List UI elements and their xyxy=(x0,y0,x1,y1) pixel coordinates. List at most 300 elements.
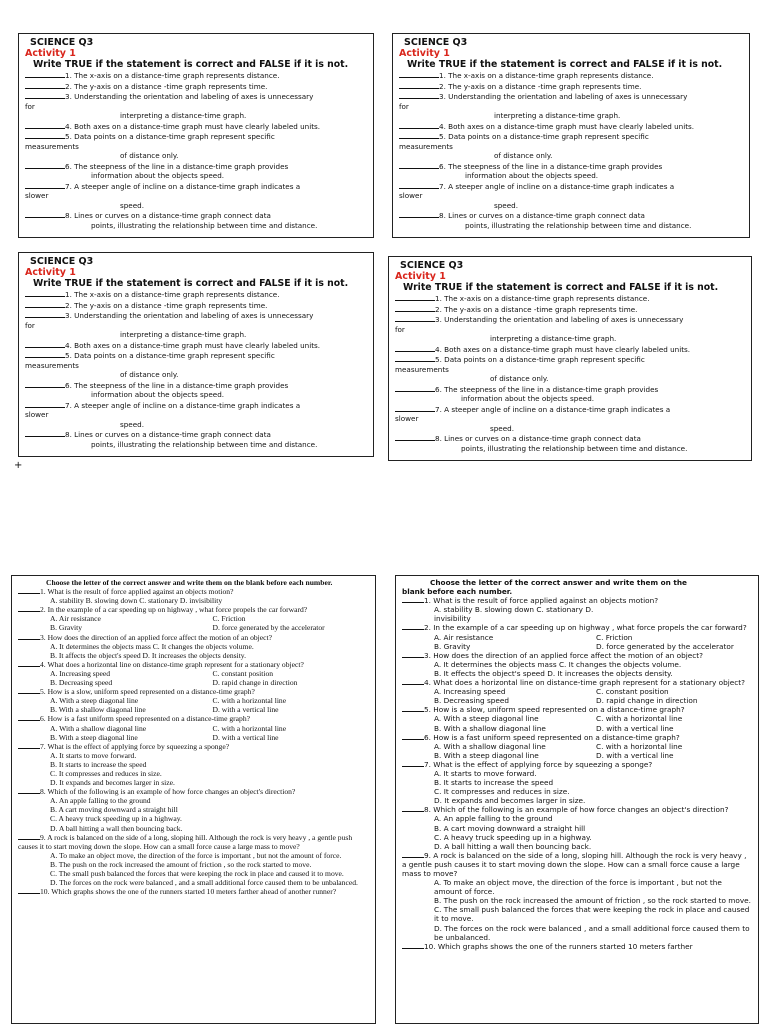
answer-option: A. Air resistance xyxy=(50,614,101,624)
question-text: 10. Which graphs shows the one of the runners started 10 meters farther xyxy=(424,941,693,951)
statement-number: 5. xyxy=(65,351,72,360)
question-text: 1. What is the result of force applied against an objects motion? xyxy=(40,587,234,597)
answer-blank[interactable] xyxy=(25,121,65,129)
question-text: 4. What does a horizontal line on distance-time graph represent for a stationary object? xyxy=(424,678,746,688)
answer-blank[interactable] xyxy=(25,429,65,437)
answer-blank[interactable] xyxy=(402,851,424,858)
answer-options xyxy=(402,660,752,678)
answer-option: D. The forces on the rock were balanced , and a small additional force caused them to be unbalanced. xyxy=(50,878,358,888)
answer-blank[interactable] xyxy=(399,81,439,89)
answer-blank[interactable] xyxy=(402,733,424,740)
statement-item xyxy=(25,310,367,321)
statement-continuation: interpreting a distance-time graph. xyxy=(494,111,621,120)
answer-blank[interactable] xyxy=(18,787,40,794)
statement-number: 5. xyxy=(65,132,72,141)
statement-text: Data points on a distance-time graph represent specific xyxy=(74,132,275,141)
answer-blank[interactable] xyxy=(25,300,65,308)
answer-option: B. Decreasing speed xyxy=(434,696,510,706)
question-item xyxy=(402,760,752,805)
answer-option: A. It determines the objects mass C. It changes the objects volume. xyxy=(434,659,682,669)
answer-blank[interactable] xyxy=(402,805,424,812)
activity-label: Activity 1 xyxy=(399,48,450,59)
answer-option: A. Increasing speed xyxy=(50,668,111,678)
statement-number: 6. xyxy=(65,161,72,171)
question-item xyxy=(402,942,752,951)
statement-item xyxy=(399,210,743,221)
answer-option: B. A cart moving downward a straight hill xyxy=(50,805,178,815)
statement-continuation: of distance only. xyxy=(490,374,549,383)
answer-blank[interactable] xyxy=(395,404,435,412)
statement-continuation: points, illustrating the relationship between time and distance. xyxy=(91,220,318,230)
answer-blank[interactable] xyxy=(402,942,424,949)
answer-option: C. Friction xyxy=(212,614,246,624)
statement-continuation: of distance only. xyxy=(494,151,553,160)
statement-text: Understanding the orientation and labeling of axes is unnecessary xyxy=(448,92,688,101)
question-text: 6. How is a fast uniform speed represented on a distance-time graph? xyxy=(40,714,251,724)
answer-options xyxy=(18,642,369,660)
answer-blank[interactable] xyxy=(25,350,65,358)
activity-label: Activity 1 xyxy=(25,48,76,59)
answer-options xyxy=(18,751,369,787)
question-text: 2. In the example of a car speeding up on highway , what force propels the car forward? xyxy=(424,623,747,633)
answer-blank[interactable] xyxy=(395,293,435,301)
statement-number: 1. xyxy=(435,294,442,303)
statement-number: 6. xyxy=(439,161,446,171)
statement-number: 1. xyxy=(65,290,72,299)
statement-continuation: speed. xyxy=(120,200,144,210)
statement-text: The steepness of the line in a distance-time graph provides xyxy=(444,384,659,394)
question-item xyxy=(18,742,369,787)
answer-option: A. With a steep diagonal line xyxy=(434,714,539,724)
statement-wrap: for xyxy=(25,320,35,330)
statement-wrap: measurements xyxy=(25,360,79,370)
worksheet-instruction: Write TRUE if the statement is correct and FALSE if it is not. xyxy=(407,59,723,70)
answer-option: D. with a vertical line xyxy=(212,732,279,742)
answer-option: B. With a steep diagonal line xyxy=(434,750,539,760)
statement-text: The x-axis on a distance-time graph represents distance. xyxy=(444,294,650,303)
answer-option: B. It affects the object's speed D. It increases the objects density. xyxy=(50,650,247,660)
statement-item xyxy=(395,344,745,355)
answer-options xyxy=(18,851,369,887)
answer-option: D. with a vertical line xyxy=(596,723,674,733)
answer-blank[interactable] xyxy=(18,605,40,612)
answer-option: C. with a horizontal line xyxy=(596,714,683,724)
statement-number: 3. xyxy=(65,311,72,320)
question-text: 9. A rock is balanced on the side of a long, sloping hill. Although the rock is very heavy , a gentle push causes it to start moving down the slope. How can a small force cause a large mass to move? xyxy=(18,832,353,851)
statement-wrap: measurements xyxy=(399,141,453,151)
answer-options xyxy=(402,878,752,942)
answer-option: A. stability B. slowing down C. stationary D. invisibility xyxy=(50,596,223,606)
answer-option: D. with a vertical line xyxy=(596,750,674,760)
statement-item xyxy=(25,210,367,221)
answer-option: C. with a horizontal line xyxy=(596,741,683,751)
quiz-title: Choose the letter of the correct answer and write them on the blank before each number. xyxy=(46,578,333,587)
answer-blank[interactable] xyxy=(402,651,424,658)
quiz-page-left xyxy=(11,575,376,1024)
answer-option: D. A ball hitting a wall then bouncing back. xyxy=(434,841,592,851)
answer-option: invisibility xyxy=(434,614,471,624)
statement-item xyxy=(395,314,745,325)
answer-option: D. It expands and becomes larger in size. xyxy=(434,796,586,806)
statement-text: A steeper angle of incline on a distance-time graph indicates a xyxy=(74,400,301,410)
answer-option: A. An apple falling to the ground xyxy=(50,796,151,806)
statement-wrap: measurements xyxy=(25,141,79,151)
statement-number: 7. xyxy=(65,181,72,191)
answer-option: A. To make an object move, the direction of the force is important , but not the amount of force. xyxy=(434,878,722,897)
answer-blank[interactable] xyxy=(25,289,65,297)
statement-text: The x-axis on a distance-time graph represents distance. xyxy=(448,71,654,80)
statement-item xyxy=(25,91,367,102)
statement-text: Both axes on a distance-time graph must have clearly labeled units. xyxy=(444,344,691,354)
question-text: 2. In the example of a car speeding up on highway , what force propels the car forward? xyxy=(40,605,308,615)
statement-continuation: information about the objects speed. xyxy=(91,390,225,399)
answer-blank[interactable] xyxy=(25,161,65,169)
answer-blank[interactable] xyxy=(18,887,40,894)
statement-text: The y-axis on a distance -time graph represents time. xyxy=(444,304,638,314)
answer-blank[interactable] xyxy=(25,310,65,318)
statement-item xyxy=(25,400,367,411)
question-item xyxy=(18,587,369,605)
answer-blank[interactable] xyxy=(18,660,40,667)
question-item xyxy=(402,733,752,760)
answer-options xyxy=(402,814,752,850)
statement-continuation: speed. xyxy=(490,423,514,433)
statement-continuation: speed. xyxy=(120,419,144,429)
statement-number: 5. xyxy=(435,355,442,364)
statement-text: Understanding the orientation and labeling of axes is unnecessary xyxy=(74,92,314,101)
statement-item xyxy=(399,81,743,92)
worksheet-card-4 xyxy=(388,256,752,461)
answer-blank[interactable] xyxy=(18,687,40,694)
question-text: 7. What is the effect of applying force by squeezing a sponge? xyxy=(424,759,653,769)
statement-continuation: points, illustrating the relationship between time and distance. xyxy=(91,439,318,449)
answer-option: C. A heavy truck speeding up in a highway. xyxy=(50,814,182,824)
answer-options xyxy=(402,714,752,732)
statement-number: 6. xyxy=(435,384,442,394)
answer-blank[interactable] xyxy=(25,210,65,218)
answer-option: C. constant position xyxy=(596,687,669,697)
statement-item xyxy=(25,131,367,142)
answer-option: D. with a vertical line xyxy=(212,705,279,715)
statement-item xyxy=(25,81,367,92)
answer-options xyxy=(18,596,369,605)
statement-continuation: interpreting a distance-time graph. xyxy=(120,330,247,339)
answer-option: B. With a shallow diagonal line xyxy=(50,705,146,715)
answer-blank[interactable] xyxy=(18,742,40,749)
statement-text: Understanding the orientation and labeling of axes is unnecessary xyxy=(444,315,684,324)
statement-number: 2. xyxy=(65,300,72,310)
answer-blank[interactable] xyxy=(399,181,439,189)
answer-options xyxy=(18,796,369,832)
answer-option: C. It compresses and reduces in size. xyxy=(50,768,162,778)
answer-blank[interactable] xyxy=(18,714,40,721)
answer-blank[interactable] xyxy=(399,161,439,169)
answer-option: B. Decreasing speed xyxy=(50,678,113,688)
answer-option: C. A heavy truck speeding up in a highway. xyxy=(434,832,592,842)
answer-blank[interactable] xyxy=(18,633,40,640)
statement-number: 2. xyxy=(439,81,446,91)
answer-option: B. It effects the object's speed D. It increases the objects density. xyxy=(434,668,673,678)
statement-item xyxy=(399,121,743,132)
question-item xyxy=(402,851,752,942)
answer-option: A. It determines the objects mass C. It changes the objects volume. xyxy=(50,641,254,651)
statement-item xyxy=(25,340,367,351)
answer-option: C. constant position xyxy=(212,668,274,678)
answer-option: A. Increasing speed xyxy=(434,687,506,697)
answer-blank[interactable] xyxy=(395,314,435,322)
statement-text: Both axes on a distance-time graph must have clearly labeled units. xyxy=(74,340,321,350)
answer-blank[interactable] xyxy=(25,400,65,408)
statement-wrap: slower xyxy=(395,414,419,423)
statement-text: A steeper angle of incline on a distance-time graph indicates a xyxy=(444,404,671,414)
worksheet-header: SCIENCE Q3 xyxy=(400,260,464,271)
statement-item xyxy=(395,404,745,415)
statement-number: 6. xyxy=(65,380,72,390)
answer-options xyxy=(402,605,752,623)
answer-blank[interactable] xyxy=(402,760,424,767)
answer-blank[interactable] xyxy=(25,70,65,78)
answer-option: B. It starts to increase the speed xyxy=(434,778,554,788)
statement-text: A steeper angle of incline on a distance-time graph indicates a xyxy=(448,181,675,191)
answer-option: A. With a steep diagonal line xyxy=(50,696,139,706)
statement-continuation: of distance only. xyxy=(120,370,179,379)
question-item xyxy=(402,596,752,623)
answer-blank[interactable] xyxy=(399,91,439,99)
statement-number: 2. xyxy=(65,81,72,91)
activity-label: Activity 1 xyxy=(25,267,76,278)
question-text: 10. Which graphs shows the one of the runners started 10 meters farther ahead of another runner? xyxy=(40,887,337,897)
answer-option: A. With a shallow diagonal line xyxy=(50,723,147,733)
answer-option: A. Air resistance xyxy=(434,632,494,642)
answer-option: D. rapid change in direction xyxy=(596,696,698,706)
answer-option: A. It starts to move forward. xyxy=(50,750,137,760)
statement-number: 4. xyxy=(435,344,442,354)
answer-options xyxy=(402,742,752,760)
statement-text: Both axes on a distance-time graph must have clearly labeled units. xyxy=(74,121,321,131)
statement-text: Lines or curves on a distance-time graph connect data xyxy=(444,434,641,443)
answer-options xyxy=(18,614,369,632)
answer-option: B. Gravity xyxy=(50,623,83,633)
statement-item xyxy=(399,131,743,142)
statement-continuation: information about the objects speed. xyxy=(465,171,599,180)
statement-text: Data points on a distance-time graph represent specific xyxy=(448,132,649,141)
statement-number: 7. xyxy=(435,404,442,414)
question-text: 1. What is the result of force applied against an objects motion? xyxy=(424,596,659,606)
statement-number: 1. xyxy=(65,71,72,80)
answer-option: D. It expands and becomes larger in size. xyxy=(50,778,175,788)
statement-item xyxy=(395,293,745,304)
statement-continuation: points, illustrating the relationship between time and distance. xyxy=(465,220,692,230)
statement-item xyxy=(25,161,367,172)
statement-continuation: information about the objects speed. xyxy=(461,394,595,403)
question-item xyxy=(18,714,369,741)
worksheet-card-1 xyxy=(18,33,374,238)
statement-number: 4. xyxy=(65,340,72,350)
statement-item xyxy=(25,380,367,391)
answer-blank[interactable] xyxy=(25,181,65,189)
statement-wrap: slower xyxy=(25,410,49,419)
answer-option: C. It compresses and reduces in size. xyxy=(434,787,570,797)
answer-blank[interactable] xyxy=(25,81,65,89)
question-text: 5. How is a slow, uniform speed represented on a distance-time graph? xyxy=(424,705,685,715)
worksheet-card-3 xyxy=(18,252,374,457)
answer-option: C. with a horizontal line xyxy=(212,723,287,733)
answer-blank[interactable] xyxy=(395,344,435,352)
statement-number: 3. xyxy=(439,92,446,101)
question-item xyxy=(402,705,752,732)
statement-item xyxy=(399,161,743,172)
statement-text: Data points on a distance-time graph represent specific xyxy=(74,351,275,360)
worksheet-header: SCIENCE Q3 xyxy=(30,37,94,48)
question-item xyxy=(402,678,752,705)
answer-option: A. An apple falling to the ground xyxy=(434,814,553,824)
statement-continuation: points, illustrating the relationship between time and distance. xyxy=(461,443,688,453)
statement-text: The y-axis on a distance -time graph represents time. xyxy=(74,81,268,91)
worksheet-instruction: Write TRUE if the statement is correct and FALSE if it is not. xyxy=(33,59,349,70)
statement-item xyxy=(25,181,367,192)
statement-number: 8. xyxy=(65,211,72,220)
statement-item xyxy=(25,350,367,361)
answer-option: C. The small push balanced the forces that were keeping the rock in place and caused it to move. xyxy=(50,869,344,878)
answer-blank[interactable] xyxy=(25,91,65,99)
answer-blank[interactable] xyxy=(402,678,424,685)
question-text: 5. How is a slow, uniform speed represented on a distance-time graph? xyxy=(40,687,255,697)
question-item xyxy=(18,887,369,896)
statement-number: 4. xyxy=(65,121,72,131)
statement-number: 8. xyxy=(65,430,72,439)
answer-blank[interactable] xyxy=(402,596,424,603)
question-item xyxy=(402,805,752,850)
answer-blank[interactable] xyxy=(25,131,65,139)
statement-item xyxy=(399,181,743,192)
statement-item xyxy=(25,70,367,81)
question-text: 8. Which of the following is an example of how force changes an object's direction? xyxy=(424,805,729,815)
statement-wrap: for xyxy=(399,101,409,111)
answer-blank[interactable] xyxy=(395,384,435,392)
question-item xyxy=(402,651,752,678)
statement-number: 3. xyxy=(65,92,72,101)
answer-blank[interactable] xyxy=(395,433,435,441)
answer-option: B. A cart moving downward a straight hill xyxy=(434,823,586,833)
question-item xyxy=(18,605,369,632)
answer-blank[interactable] xyxy=(395,354,435,362)
answer-blank[interactable] xyxy=(399,210,439,218)
plus-mark: + xyxy=(14,460,23,471)
statement-item xyxy=(25,429,367,440)
answer-blank[interactable] xyxy=(402,705,424,712)
statement-text: The steepness of the line in a distance-time graph provides xyxy=(74,380,289,390)
statement-text: Data points on a distance-time graph represent specific xyxy=(444,355,645,364)
statement-continuation: interpreting a distance-time graph. xyxy=(490,334,617,343)
question-item xyxy=(18,660,369,687)
question-text: 4. What does a horizontal line on distance-time graph represent for a stationary object? xyxy=(40,659,304,669)
worksheet-header: SCIENCE Q3 xyxy=(404,37,468,48)
answer-option: A. With a shallow diagonal line xyxy=(434,741,546,751)
statement-item xyxy=(395,354,745,365)
statement-number: 8. xyxy=(439,211,446,220)
statement-item xyxy=(25,300,367,311)
answer-option: D. rapid change in direction xyxy=(212,678,298,688)
question-text: 9. A rock is balanced on the side of a long, sloping hill. Although the rock is very heavy , a gentle push causes it to start moving down the slope. How can a small force cause a large mass to move? xyxy=(402,850,747,878)
answer-option: D. force generated by the accelerator xyxy=(596,641,734,651)
question-text: 3. How does the direction of an applied force affect the motion of an object? xyxy=(40,632,273,642)
answer-options xyxy=(402,769,752,805)
answer-blank[interactable] xyxy=(399,131,439,139)
statement-wrap: slower xyxy=(399,191,423,200)
statement-number: 5. xyxy=(439,132,446,141)
question-list xyxy=(402,596,752,951)
quiz-page-right xyxy=(395,575,759,1024)
statement-text: The y-axis on a distance -time graph represents time. xyxy=(448,81,642,91)
statement-wrap: for xyxy=(25,101,35,111)
answer-option: C. with a horizontal line xyxy=(212,696,287,706)
statement-item xyxy=(25,289,367,300)
statement-continuation: of distance only. xyxy=(120,151,179,160)
answer-option: C. Friction xyxy=(596,632,633,642)
activity-label: Activity 1 xyxy=(395,271,446,282)
question-item xyxy=(18,833,369,888)
question-list xyxy=(18,587,369,896)
question-text: 8. Which of the following is an example of how force changes an object's direction? xyxy=(40,787,296,797)
answer-option: D. The forces on the rock were balanced , and a small additional force caused them to be unbalanced. xyxy=(434,923,750,942)
statement-text: The steepness of the line in a distance-time graph provides xyxy=(448,161,663,171)
answer-options xyxy=(402,687,752,705)
statement-item xyxy=(399,91,743,102)
statement-item xyxy=(395,304,745,315)
answer-blank[interactable] xyxy=(399,121,439,129)
answer-option: D. A ball hitting a wall then bouncing back. xyxy=(50,823,183,833)
answer-option: B. It starts to increase the speed xyxy=(50,759,147,769)
statement-number: 1. xyxy=(439,71,446,80)
question-text: 6. How is a fast uniform speed represented on a distance-time graph? xyxy=(424,732,680,742)
answer-option: B. Gravity xyxy=(434,641,471,651)
statement-text: Lines or curves on a distance-time graph connect data xyxy=(74,211,271,220)
answer-blank[interactable] xyxy=(25,340,65,348)
answer-option: A. To make an object move, the direction of the force is important , but not the amount of force. xyxy=(50,850,342,860)
statement-text: Understanding the orientation and labeling of axes is unnecessary xyxy=(74,311,314,320)
question-item xyxy=(402,623,752,650)
answer-option: A. stability B. slowing down C. stationary D. xyxy=(434,605,594,615)
worksheet-instruction: Write TRUE if the statement is correct and FALSE if it is not. xyxy=(33,278,349,289)
statement-wrap: measurements xyxy=(395,364,449,374)
answer-option: A. It starts to move forward. xyxy=(434,768,537,778)
statement-item xyxy=(395,433,745,444)
answer-blank[interactable] xyxy=(18,833,40,840)
statement-text: Lines or curves on a distance-time graph connect data xyxy=(448,211,645,220)
statement-text: Lines or curves on a distance-time graph connect data xyxy=(74,430,271,439)
statement-number: 4. xyxy=(439,121,446,131)
answer-blank[interactable] xyxy=(25,380,65,388)
statement-text: The x-axis on a distance-time graph represents distance. xyxy=(74,290,280,299)
question-item xyxy=(18,633,369,660)
answer-options xyxy=(18,724,369,742)
answer-blank[interactable] xyxy=(402,623,424,630)
statement-continuation: information about the objects speed. xyxy=(91,171,225,180)
statement-continuation: interpreting a distance-time graph. xyxy=(120,111,247,120)
statement-text: The x-axis on a distance-time graph represents distance. xyxy=(74,71,280,80)
answer-blank[interactable] xyxy=(395,304,435,312)
statement-number: 7. xyxy=(65,400,72,410)
quiz-title-line-2: blank before each number. xyxy=(402,587,513,597)
answer-blank[interactable] xyxy=(399,70,439,78)
answer-option: B. The push on the rock increased the amount of friction , so the rock started to move. xyxy=(50,859,312,869)
statement-text: A steeper angle of incline on a distance-time graph indicates a xyxy=(74,181,301,191)
statement-text: Both axes on a distance-time graph must have clearly labeled units. xyxy=(448,121,695,131)
answer-blank[interactable] xyxy=(18,587,40,594)
statement-item xyxy=(395,384,745,395)
statement-wrap: for xyxy=(395,324,405,334)
worksheet-card-2 xyxy=(392,33,750,238)
